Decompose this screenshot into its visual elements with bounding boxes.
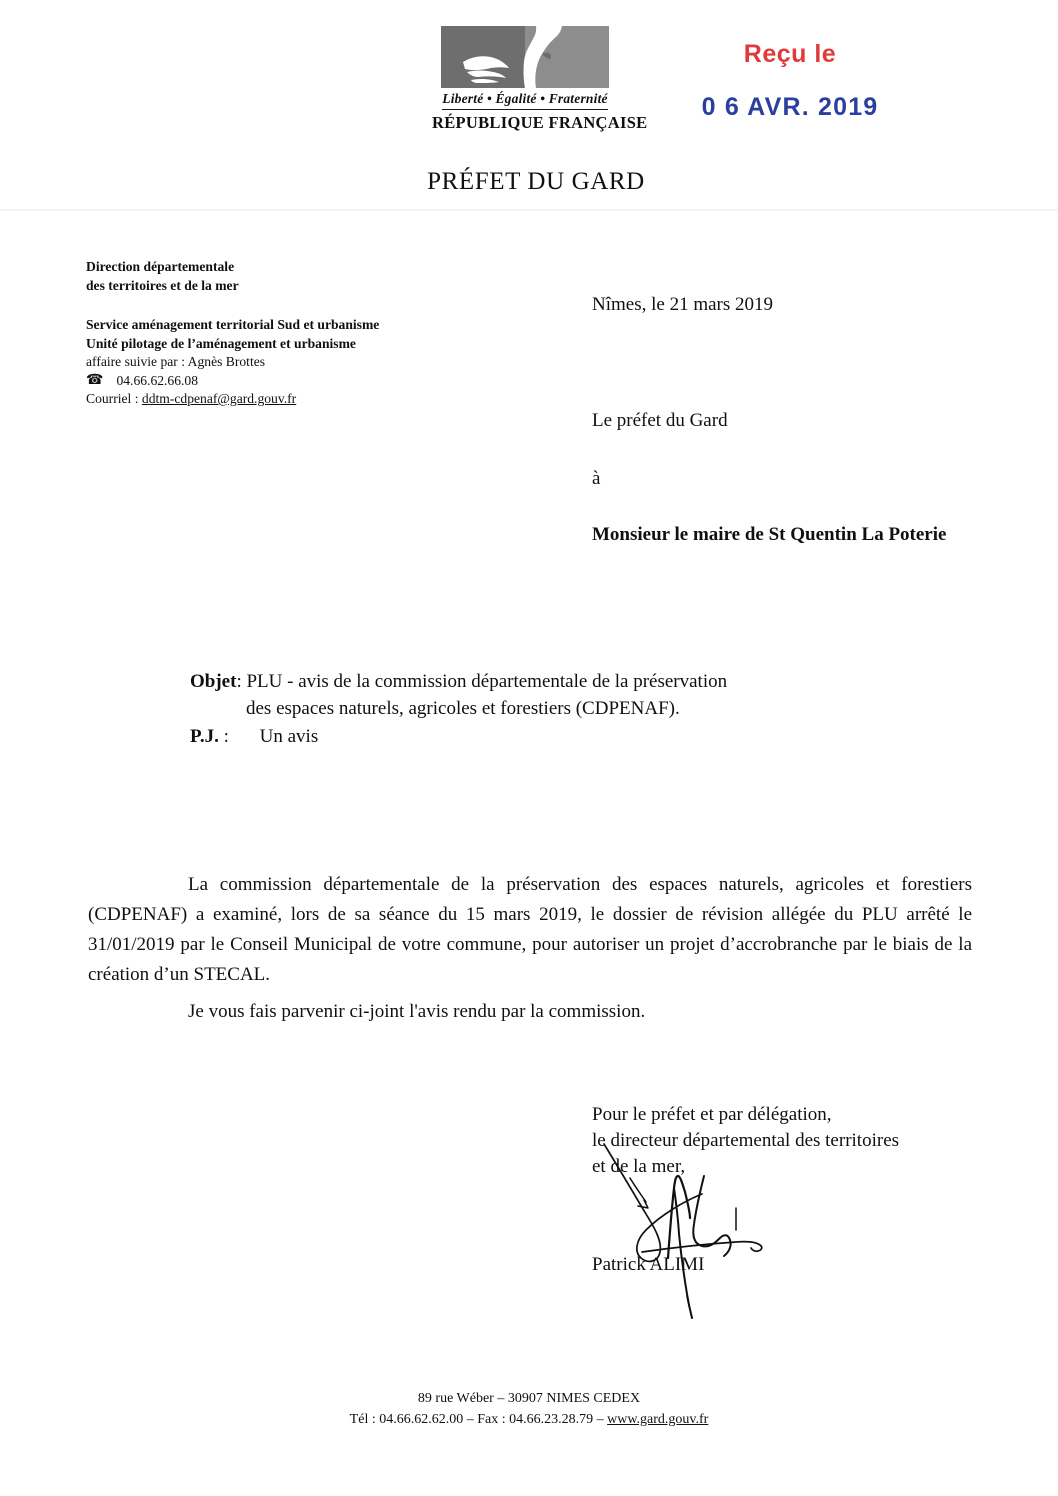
addressee-preposition: à: [592, 468, 601, 489]
stamp-label: Reçu le: [743, 40, 837, 68]
sender-email-address[interactable]: ddtm-cdpenaf@gard.gouv.fr: [141, 391, 297, 406]
date-line: Nîmes, le 21 mars 2019: [592, 294, 774, 315]
body-paragraph-1: La commission départementale de la préservation des espaces naturels, agricoles et forestiers (CDPENAF) a examiné, lors de sa séance du 15 mars 2019, le dossier de révision allégée du PLU arrêté le 31/01/2019 par le Conseil Municipal de votre commune, pour autoriser un projet d’accrobranche par le biais de la création d’un STECAL.: [88, 874, 972, 985]
sender-direction-line-2: des territoires et de la mer: [86, 277, 239, 293]
subject-block: [190, 668, 990, 750]
page-footer: [0, 1388, 1058, 1430]
addressee-recipient: Monsieur le maire de St Quentin La Poterie: [592, 524, 947, 545]
marianne-profile-icon: [441, 26, 609, 88]
republic-emblem-block: [432, 26, 648, 133]
sender-phone-number: 04.66.62.66.08: [116, 372, 199, 388]
emblem-republic-label: RÉPUBLIQUE FRANÇAISE: [432, 113, 648, 132]
pj-value: Un avis: [259, 726, 319, 747]
signature-closing-line-1: Pour le préfet et par délégation,: [592, 1104, 832, 1125]
footer-contact-line: [0, 1409, 1058, 1430]
sender-service-line-1: Service aménagement territorial Sud et urbanisme: [86, 317, 380, 332]
pj-label: P.J.: [190, 726, 219, 747]
page-title: PRÉFET DU GARD: [427, 168, 645, 195]
objet-text-line-2: des espaces naturels, agricoles et forestiers (CDPENAF).: [246, 698, 680, 719]
stamp-date: 0 6 AVR. 2019: [701, 93, 879, 121]
addressee-block: [592, 410, 1012, 546]
body-paragraph-2: Je vous fais parvenir ci-joint l'avis rendu par la commission.: [188, 1001, 646, 1022]
sender-email-label: Courriel :: [86, 391, 139, 406]
addressee-from: Le préfet du Gard: [592, 410, 728, 431]
sender-block: [86, 258, 486, 409]
sender-direction-line-1: Direction départementale: [86, 259, 235, 274]
sender-service-line-2: Unité pilotage de l’aménagement et urbanisme: [86, 335, 356, 351]
sender-phone-line: [86, 372, 486, 391]
emblem-motto: Liberté • Égalité • Fraternité: [442, 91, 607, 110]
objet-text-line-1: PLU - avis de la commission départementale de la préservation: [246, 671, 728, 692]
signature-closing-line-3: et de la mer,: [592, 1156, 686, 1177]
subject-pj-line: [190, 723, 990, 750]
footer-contact-text: Tél : 04.66.62.62.00 – Fax : 04.66.23.28.79 –: [349, 1412, 608, 1427]
objet-separator: :: [236, 671, 242, 692]
telephone-icon: ☎: [86, 372, 104, 388]
footer-website-link[interactable]: www.gard.gouv.fr: [607, 1412, 709, 1427]
signature-closing-block: [592, 1102, 1012, 1180]
received-stamp: [700, 40, 880, 122]
scan-artifact-band: [0, 209, 1058, 211]
signatory-name: Patrick ALIMI: [592, 1254, 705, 1275]
sender-affaire-suivie: affaire suivie par : Agnès Brottes: [86, 354, 266, 369]
subject-objet-line-1: [190, 668, 990, 695]
footer-address: 89 rue Wéber – 30907 NIMES CEDEX: [417, 1391, 641, 1406]
sender-email-line: [86, 390, 486, 409]
objet-label: Objet: [190, 671, 237, 692]
signature-closing-line-2: le directeur départemental des territoires: [592, 1130, 900, 1151]
pj-separator: :: [223, 726, 229, 747]
